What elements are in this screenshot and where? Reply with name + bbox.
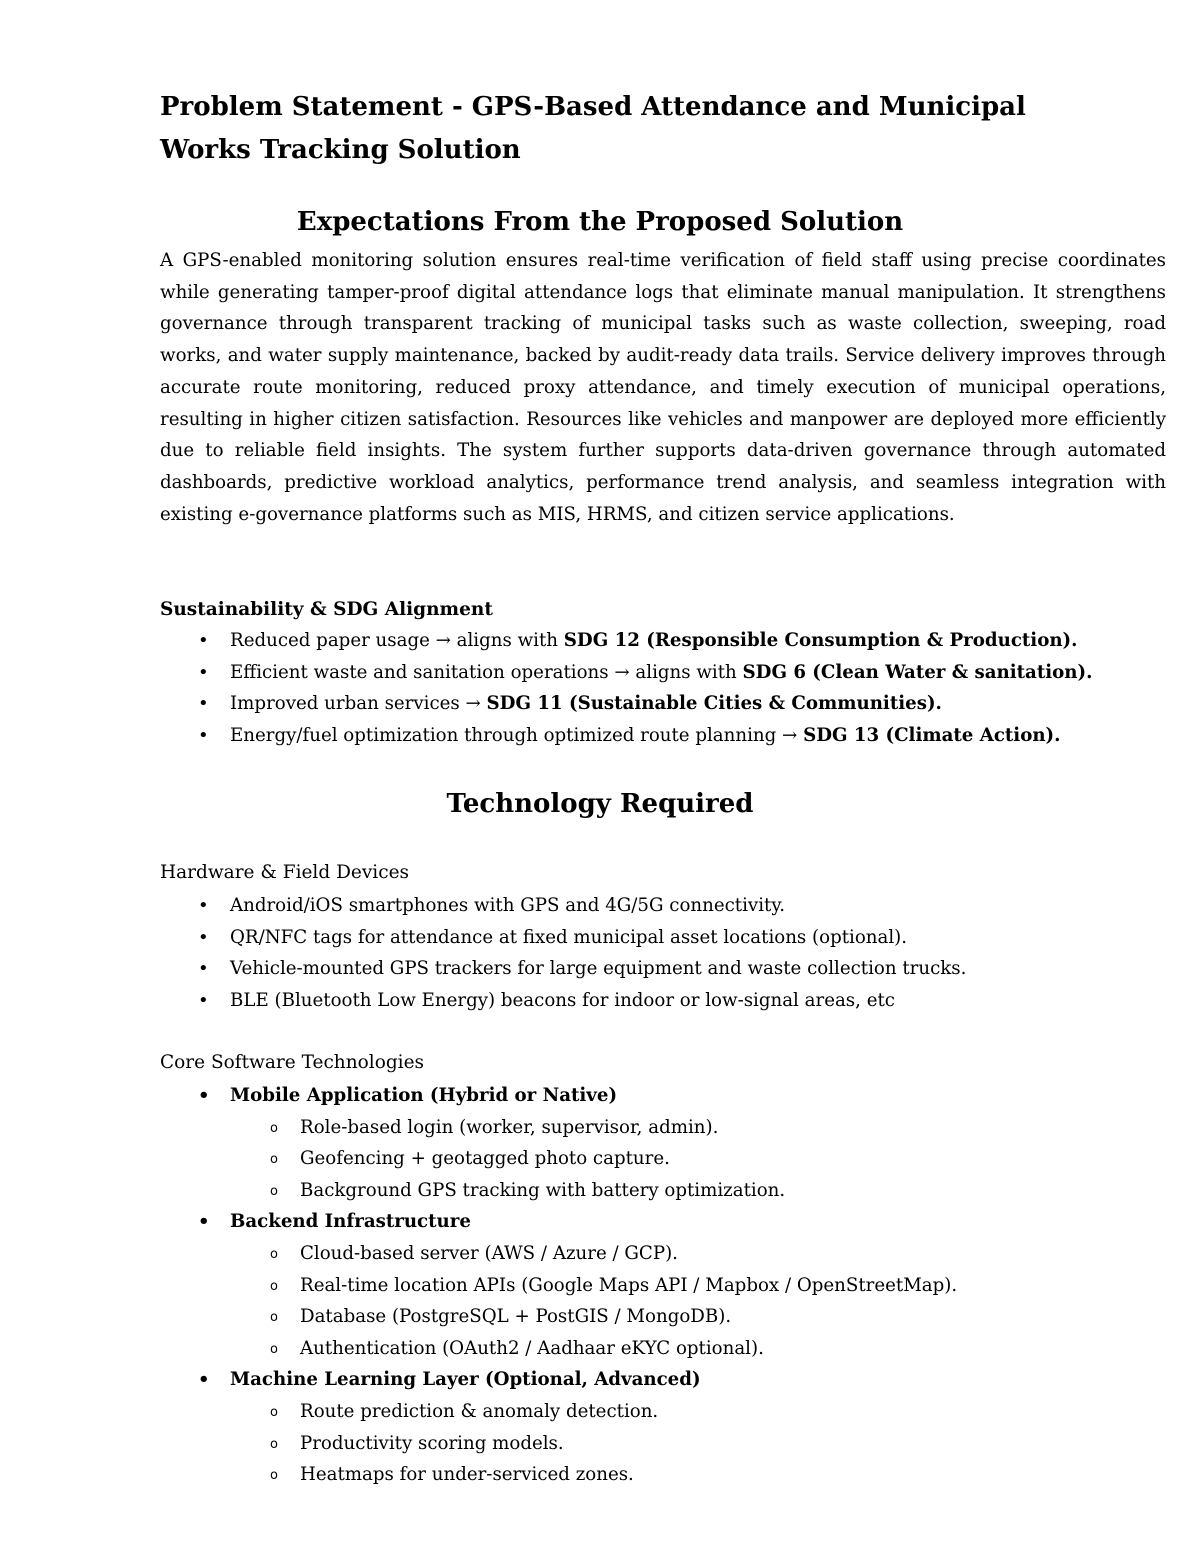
software-group-label: Mobile Application (Hybrid or Native) [230, 1085, 618, 1106]
sdg-item-goal: SDG 13 (Climate Action). [803, 724, 1061, 746]
list-item: • QR/NFC tags for attendance at fixed municipal asset locations (optional). [160, 922, 1170, 954]
expectations-paragraph: A GPS-enabled monitoring solution ensures real-time verification of field staff using precise coordinates while generating tamper-proof digital attendance logs that eliminate manual manipulation. It strengthens governance through transparent tracking of municipal tasks such as waste collection, sweeping, road works, and water supply maintenance, backed by audit-ready data trails. Service delivery improves through accurate route monitoring, reduced proxy attendance, and timely execution of municipal operations, resulting in higher citizen satisfaction. Resources like vehicles and manpower are deployed more efficiently due to reliable field insights. The system further supports data-driven governance through automated dashboards, predictive workload analytics, performance trend analysis, and seamless integration with existing e-governance platforms such as MIS, HRMS, and citizen service applications. [160, 250, 1166, 525]
software-group-mobile [160, 1080, 1170, 1206]
sub-list-item: o Route prediction & anomaly detection. [230, 1396, 1170, 1428]
sdg-item-goal: SDG 6 (Clean Water & sanitation). [742, 661, 1093, 683]
technology-heading: Technology Required [446, 789, 754, 819]
sdg-item-text: Reduced paper usage → aligns with [230, 630, 564, 651]
sub-list-item: o Authentication (OAuth2 / Aadhaar eKYC optional). [230, 1333, 1170, 1365]
list-item: • BLE (Bluetooth Low Energy) beacons for indoor or low-signal areas, etc [160, 985, 1170, 1017]
sub-list-item: o Database (PostgreSQL + PostGIS / MongoDB). [230, 1301, 1170, 1333]
list-item: • Vehicle-mounted GPS trackers for large equipment and waste collection trucks. [160, 953, 1170, 985]
sub-list-item: o Geofencing + geotagged photo capture. [230, 1143, 1170, 1175]
list-item [160, 657, 1170, 689]
document-title: Problem Statement - GPS-Based Attendance and Municipal Works Tracking Solution [160, 92, 1026, 165]
software-group-ml [160, 1364, 1170, 1490]
sdg-item-text: Energy/fuel optimization through optimized route planning → [230, 724, 804, 746]
sub-list-item: o Real-time location APIs (Google Maps API / Mapbox / OpenStreetMap). [230, 1270, 1170, 1302]
software-sublist [230, 1396, 1170, 1491]
hardware-list [160, 890, 1170, 1016]
sub-list-item: o Background GPS tracking with battery optimization. [230, 1175, 1170, 1207]
hardware-heading: Hardware & Field Devices [160, 862, 410, 883]
expectations-heading: Expectations From the Proposed Solution [296, 207, 904, 237]
sub-list-item: o Role-based login (worker, supervisor, admin). [230, 1112, 1170, 1144]
sub-list-item: o Cloud-based server (AWS / Azure / GCP). [230, 1238, 1170, 1270]
software-group-label: Machine Learning Layer (Optional, Advanced) [230, 1369, 701, 1391]
sdg-item-goal: SDG 12 (Responsible Consumption & Production). [563, 630, 1078, 651]
sdg-list [160, 625, 1170, 751]
list-item [160, 688, 1170, 720]
sub-list-item: o Heatmaps for under-serviced zones. [230, 1459, 1170, 1491]
software-group-label: Backend Infrastructure [230, 1211, 471, 1233]
sustainability-heading: Sustainability & SDG Alignment [160, 599, 493, 620]
list-item [160, 625, 1170, 657]
sdg-item-goal: SDG 11 (Sustainable Cities & Communities). [486, 693, 942, 715]
list-item [160, 720, 1170, 752]
software-list [160, 1080, 1170, 1491]
list-item: • Android/iOS smartphones with GPS and 4G/5G connectivity. [160, 890, 1170, 922]
software-heading: Core Software Technologies [160, 1052, 425, 1073]
software-group-backend [160, 1206, 1170, 1364]
sub-list-item: o Productivity scoring models. [230, 1428, 1170, 1460]
sdg-item-text: Improved urban services → [230, 693, 487, 715]
software-sublist [230, 1112, 1170, 1207]
sdg-item-text: Efficient waste and sanitation operations → aligns with [230, 661, 743, 683]
software-sublist [230, 1238, 1170, 1364]
